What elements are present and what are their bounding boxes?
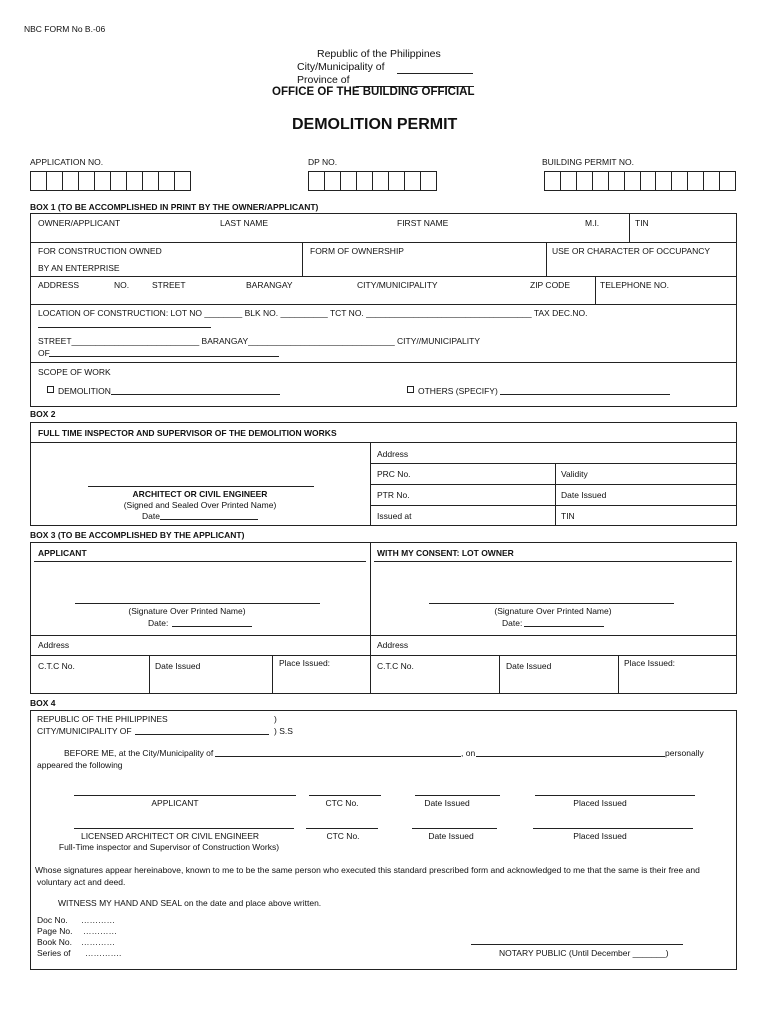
consent-heading: WITH MY CONSENT: LOT OWNER: [377, 548, 514, 558]
last-name-label: LAST NAME: [220, 218, 269, 228]
notary-city: CITY/MUNICIPALITY OF: [37, 726, 132, 736]
province-heading: Province of: [297, 74, 350, 86]
box1-title: BOX 1 (TO BE ACCOMPLISHED IN PRINT BY THE OWNER/APPLICANT): [30, 202, 319, 212]
licensed-date-line[interactable]: [412, 828, 497, 829]
form-ownership-label: FORM OF OWNERSHIP: [310, 246, 404, 256]
form-number: NBC FORM No B.-06: [24, 24, 106, 34]
page-no-label: Page No.: [37, 926, 73, 936]
signed-sealed-label: (Signed and Sealed Over Printed Name): [123, 500, 277, 510]
owner-ctc-label: C.T.C No.: [377, 661, 414, 671]
before-me-city-line[interactable]: [215, 756, 461, 757]
applicant-date-issued-label: Date Issued: [155, 661, 201, 671]
applicant-date-line[interactable]: [415, 795, 500, 796]
box2-label: BOX 2: [30, 409, 56, 419]
owner-date-label: Date:: [502, 618, 523, 628]
notary-ss: ) S.S: [274, 726, 293, 736]
barangay-label: BARANGAY: [246, 280, 293, 290]
engineer-signature-line[interactable]: [88, 486, 314, 487]
on-text: , on: [461, 748, 476, 758]
book-no-dots[interactable]: …………: [81, 937, 115, 947]
licensed-ctc-line[interactable]: [306, 828, 378, 829]
notary-paren: ): [274, 714, 277, 724]
office-heading: OFFICE OF THE BUILDING OFFICIAL: [272, 86, 475, 98]
fulltime-label: Full-Time inspector and Supervisor of Construction Works): [58, 842, 280, 852]
box4-label: BOX 4: [30, 698, 56, 708]
owner-signature-line[interactable]: [429, 603, 674, 604]
notary-republic: REPUBLIC OF THE PHILIPPINES: [37, 714, 168, 724]
demolition-label: DEMOLITION: [58, 386, 111, 396]
ptr-date-issued-label: Date Issued: [561, 490, 607, 500]
applicant-row-placed-issued: Placed Issued: [573, 798, 627, 808]
engineer-tin-label: TIN: [561, 511, 575, 521]
applicant-date-label: Date:: [148, 618, 169, 628]
city-line[interactable]: [397, 73, 473, 74]
applicant-ctc-no-label: CTC No.: [325, 798, 359, 808]
applicant-signature-label: (Signature Over Printed Name): [128, 606, 246, 616]
republic-heading: Republic of the Philippines: [317, 48, 441, 60]
city-label: CITY/MUNICIPALITY: [357, 280, 438, 290]
city-heading: City/Municipality of: [297, 61, 385, 73]
before-me-text: BEFORE ME, at the City/Municipality of: [64, 748, 214, 758]
witness-text: WITNESS MY HAND AND SEAL on the date and place above written.: [58, 898, 322, 908]
dp-no-cells[interactable]: [308, 171, 437, 191]
ptr-label: PTR No.: [377, 490, 410, 500]
on-date-line[interactable]: [476, 756, 665, 757]
others-checkbox[interactable]: [407, 386, 414, 393]
engineer-date-label: Date: [142, 511, 160, 521]
applicant-ctc-label: C.T.C No.: [38, 661, 75, 671]
doc-no-label: Doc No.: [37, 915, 68, 925]
owner-address-label: Address: [377, 640, 409, 650]
licensed-label: LICENSED ARCHITECT OR CIVIL ENGINEER: [80, 831, 260, 841]
address-label: ADDRESS: [38, 280, 80, 290]
applicant-name-line[interactable]: [74, 795, 296, 796]
personally-text: personally: [665, 748, 704, 758]
applicant-row-label: APPLICANT: [151, 798, 199, 808]
of-line[interactable]: OF: [38, 348, 50, 358]
page-no-dots[interactable]: …………: [83, 926, 117, 936]
page-title: DEMOLITION PERMIT: [292, 116, 458, 133]
building-permit-label: BUILDING PERMIT NO.: [542, 157, 634, 167]
engineer-address-label: Address: [377, 449, 409, 459]
licensed-place-line[interactable]: [533, 828, 693, 829]
dp-no-label: DP NO.: [308, 157, 338, 167]
others-label: OTHERS (SPECIFY): [418, 386, 498, 396]
validity-label: Validity: [561, 469, 588, 479]
notary-city-line[interactable]: [135, 734, 269, 735]
building-permit-cells[interactable]: [544, 171, 736, 191]
prc-label: PRC No.: [377, 469, 411, 479]
whose-text-2: voluntary act and deed.: [37, 877, 126, 887]
construction-owned-label: FOR CONSTRUCTION OWNED: [38, 246, 162, 256]
scope-label: SCOPE OF WORK: [38, 367, 111, 377]
licensed-name-line[interactable]: [74, 828, 294, 829]
issued-at-label: Issued at: [377, 511, 412, 521]
whose-text-1: Whose signatures appear hereinabove, known to me to be the same person who executed this standard prescribed form and acknowledged to me that the same is their free and: [35, 865, 700, 875]
owner-place-issued-label: Place Issued:: [624, 658, 676, 668]
street-line[interactable]: STREET___________________________ BARANGAY_______________________________ CITY//MUNICIPALITY: [38, 336, 481, 346]
owner-signature-label: (Signature Over Printed Name): [494, 606, 612, 616]
by-enterprise-label: BY AN ENTERPRISE: [38, 263, 120, 273]
use-occupancy-label: USE OR CHARACTER OF OCCUPANCY: [552, 246, 711, 256]
box2-title: FULL TIME INSPECTOR AND SUPERVISOR OF THE DEMOLITION WORKS: [38, 428, 337, 438]
tin-label: TIN: [635, 218, 649, 228]
street-label: STREET: [152, 280, 186, 290]
box3: [30, 542, 737, 694]
applicant-place-line[interactable]: [535, 795, 695, 796]
series-dots[interactable]: ………….: [85, 948, 122, 958]
application-no-cells[interactable]: [30, 171, 191, 191]
no-label: NO.: [114, 280, 130, 290]
notary-public-label: NOTARY PUBLIC (Until December _______): [499, 948, 669, 958]
book-no-label: Book No.: [37, 937, 72, 947]
telephone-label: TELEPHONE NO.: [600, 280, 669, 290]
owner-label: OWNER/APPLICANT: [38, 218, 121, 228]
notary-signature-line[interactable]: [471, 944, 683, 945]
licensed-ctc-no-label: CTC No.: [326, 831, 360, 841]
application-no-label: APPLICATION NO.: [30, 157, 104, 167]
demolition-checkbox[interactable]: [47, 386, 54, 393]
licensed-placed-issued: Placed Issued: [573, 831, 627, 841]
applicant-place-issued-label: Place Issued:: [279, 658, 331, 668]
appeared-text: appeared the following: [37, 760, 123, 770]
owner-date-issued-label: Date Issued: [506, 661, 552, 671]
doc-no-dots[interactable]: …………: [81, 915, 115, 925]
engineer-label: ARCHITECT OR CIVIL ENGINEER: [132, 489, 268, 499]
location-line[interactable]: LOCATION OF CONSTRUCTION: LOT NO ________ BLK NO. __________ TCT NO. ___________________________________ TAX DEC.NO.: [38, 308, 588, 318]
box3-title: BOX 3 (TO BE ACCOMPLISHED BY THE APPLICANT): [30, 530, 245, 540]
mi-label: M.I.: [585, 218, 600, 228]
first-name-label: FIRST NAME: [397, 218, 449, 228]
series-label: Series of: [37, 948, 71, 958]
applicant-heading: APPLICANT: [38, 548, 87, 558]
applicant-row-date-issued: Date Issued: [424, 798, 470, 808]
applicant-address-label: Address: [38, 640, 70, 650]
zip-label: ZIP CODE: [530, 280, 570, 290]
applicant-signature-line[interactable]: [75, 603, 320, 604]
applicant-ctc-line[interactable]: [309, 795, 381, 796]
licensed-date-issued: Date Issued: [428, 831, 474, 841]
